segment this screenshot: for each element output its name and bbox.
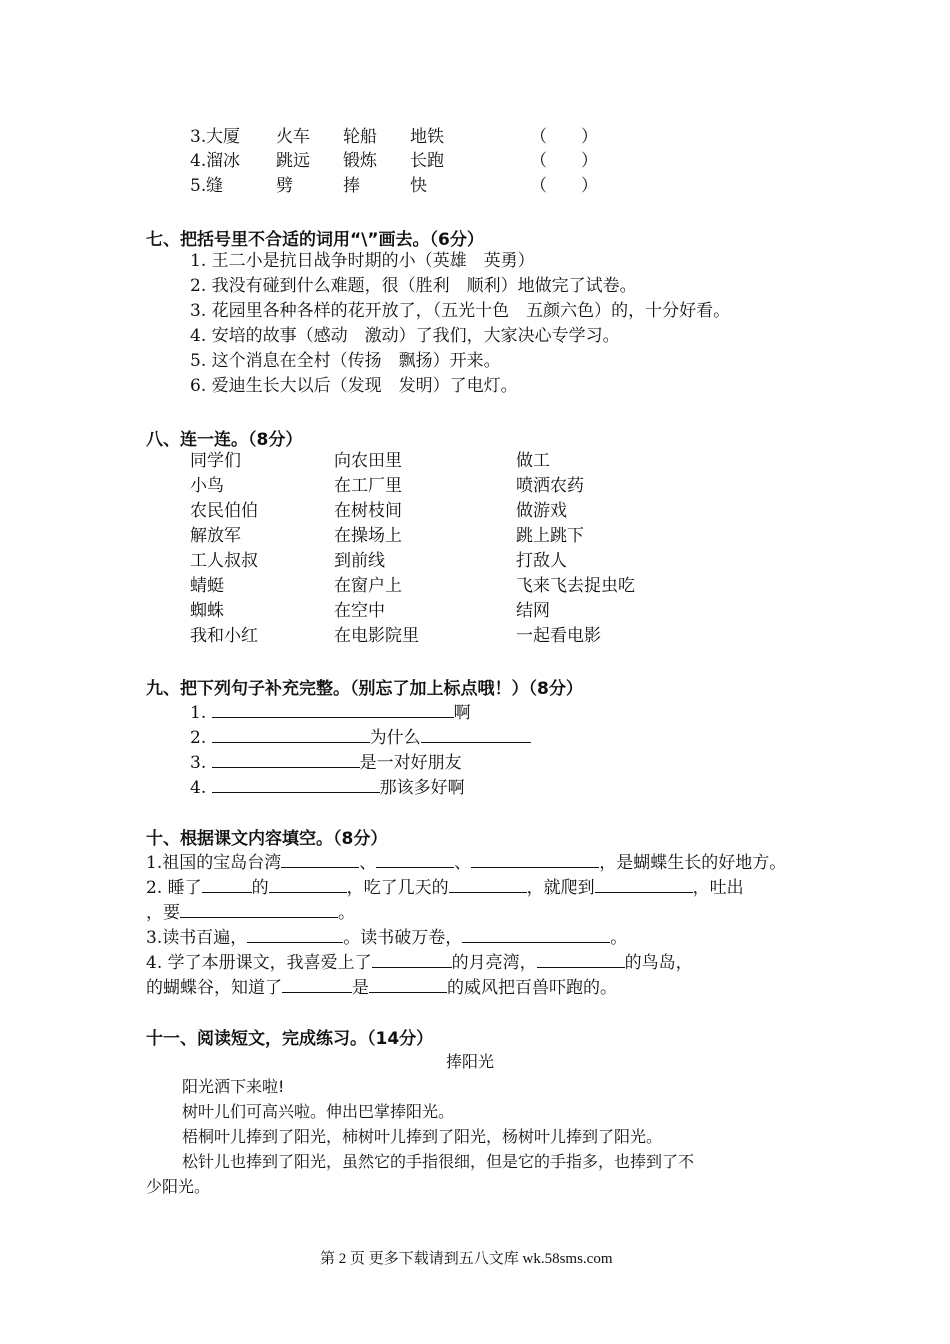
text: 、 — [359, 853, 377, 873]
sentence-2 — [190, 724, 531, 751]
item-number: 2. — [190, 728, 207, 748]
answer-blank[interactable] — [202, 874, 252, 893]
sentence-1 — [190, 699, 471, 726]
passage-paragraph-continued: 少阳光。 — [146, 1177, 211, 1196]
sentence-4 — [190, 774, 465, 801]
match-item[interactable]: 农民伯伯 — [190, 501, 258, 521]
answer-blank[interactable] — [180, 899, 338, 918]
passage-title: 捧阳光 — [446, 1052, 495, 1071]
answer-blank[interactable] — [421, 724, 531, 743]
answer-blank[interactable] — [369, 974, 447, 993]
sentence-tail: 啊 — [453, 703, 471, 723]
answer-paren[interactable]: （ ） — [530, 127, 598, 147]
match-item[interactable]: 喷洒农药 — [516, 476, 584, 496]
sentence-3 — [190, 749, 462, 776]
answer-blank[interactable] — [212, 724, 370, 743]
fill-line-5 — [146, 949, 693, 976]
sec6-word: 地铁 — [410, 127, 444, 147]
answer-paren[interactable]: （ ） — [530, 176, 598, 196]
list-item: 4. 安培的故事（感动 激动）了我们，大家决心专学习。 — [190, 326, 620, 346]
match-item[interactable]: 解放军 — [190, 526, 241, 546]
sec6-word: 劈 — [276, 176, 293, 196]
match-item[interactable]: 蜘蛛 — [190, 601, 224, 621]
match-item[interactable]: 做工 — [516, 451, 550, 471]
fill-line-3 — [146, 899, 355, 926]
sentence-tail: 是一对好朋友 — [359, 753, 462, 773]
match-item[interactable]: 向农田里 — [334, 451, 402, 471]
sec6-word: 长跑 — [410, 151, 444, 171]
item-number: 3. — [190, 753, 207, 773]
answer-blank[interactable] — [281, 849, 359, 868]
text: 。 — [338, 903, 355, 923]
text: 、 — [454, 853, 472, 873]
answer-blank[interactable] — [247, 924, 343, 943]
match-item[interactable]: 在操场上 — [334, 526, 402, 546]
sec10-heading: 十、根据课文内容填空。（8分） — [146, 829, 388, 849]
answer-blank[interactable] — [269, 874, 347, 893]
text: ，就爬到 — [526, 878, 595, 898]
fill-line-1 — [146, 849, 786, 876]
match-item[interactable]: 一起看电影 — [516, 626, 601, 646]
sec7-heading: 七、把括号里不合适的词用“\”画去。（6分） — [146, 230, 484, 250]
match-item[interactable]: 做游戏 — [516, 501, 567, 521]
answer-blank[interactable] — [212, 774, 380, 793]
text: 。读书破万卷， — [343, 928, 463, 948]
sec6-word: 缝 — [206, 176, 223, 196]
sec6-num: 4. — [190, 151, 207, 171]
answer-blank[interactable] — [282, 974, 352, 993]
sentence-mid: 为什么 — [369, 728, 421, 748]
text: 的 — [251, 878, 269, 898]
text: ，是蝴蝶生长的好地方。 — [599, 853, 787, 873]
match-item[interactable]: 同学们 — [190, 451, 241, 471]
answer-blank[interactable] — [212, 749, 360, 768]
sentence-tail: 那该多好啊 — [379, 778, 465, 798]
text: ，要 — [146, 903, 180, 923]
page-footer: 第 2 页 更多下载请到五八文库 wk.58sms.com — [320, 1251, 613, 1267]
text: 4. 学了本册课文，我喜爱上了 — [146, 953, 372, 973]
passage-paragraph: 梧桐叶儿捧到了阳光，柿树叶儿捧到了阳光，杨树叶儿捧到了阳光。 — [182, 1127, 663, 1146]
match-item[interactable]: 在窗户上 — [334, 576, 402, 596]
match-item[interactable]: 在电影院里 — [334, 626, 419, 646]
answer-blank[interactable] — [462, 924, 610, 943]
sec6-word: 捧 — [343, 176, 360, 196]
sec11-heading: 十一、阅读短文，完成练习。（14分） — [146, 1029, 434, 1049]
match-item[interactable]: 在工厂里 — [334, 476, 402, 496]
text: ，吃了几天的 — [346, 878, 449, 898]
match-item[interactable]: 在空中 — [334, 601, 385, 621]
answer-paren[interactable]: （ ） — [530, 151, 598, 171]
answer-blank[interactable] — [471, 849, 599, 868]
list-item: 2. 我没有碰到什么难题，很（胜利 顺利）地做完了试卷。 — [190, 276, 637, 296]
sec6-num: 3. — [190, 127, 207, 147]
text: 的鸟岛， — [624, 953, 693, 973]
text: 3.读书百遍， — [146, 928, 248, 948]
match-item[interactable]: 到前线 — [334, 551, 385, 571]
fill-line-2 — [146, 874, 744, 901]
fill-line-4 — [146, 924, 627, 951]
answer-blank[interactable] — [376, 849, 454, 868]
answer-blank[interactable] — [595, 874, 693, 893]
match-item[interactable]: 在树枝间 — [334, 501, 402, 521]
match-item[interactable]: 工人叔叔 — [190, 551, 258, 571]
text: 的蝴蝶谷，知道了 — [146, 978, 282, 998]
sec6-word: 火车 — [276, 127, 310, 147]
passage-paragraph: 松针儿也捧到了阳光，虽然它的手指很细，但是它的手指多，也捧到了不 — [182, 1152, 695, 1171]
sec6-word: 快 — [410, 176, 427, 196]
text: 的月亮湾， — [451, 953, 537, 973]
sec6-word: 大厦 — [206, 127, 240, 147]
item-number: 1. — [190, 703, 207, 723]
list-item: 6. 爱迪生长大以后（发现 发明）了电灯。 — [190, 376, 518, 396]
answer-blank[interactable] — [372, 949, 452, 968]
answer-blank[interactable] — [212, 699, 454, 718]
sec8-heading: 八、连一连。（8分） — [146, 430, 303, 450]
text: 1.祖国的宝岛台湾 — [146, 853, 282, 873]
text: 。 — [610, 928, 628, 948]
answer-blank[interactable] — [449, 874, 527, 893]
passage-paragraph: 树叶儿们可高兴啦。伸出巴掌捧阳光。 — [182, 1102, 455, 1121]
item-number: 4. — [190, 778, 207, 798]
list-item: 5. 这个消息在全村（传扬 飘扬）开来。 — [190, 351, 501, 371]
text: 是 — [352, 978, 369, 998]
match-item[interactable]: 飞来飞去捉虫吃 — [516, 576, 635, 596]
match-item[interactable]: 蜻蜓 — [190, 576, 224, 596]
text: ，吐出 — [692, 878, 744, 898]
sec9-heading: 九、把下列句子补充完整。（别忘了加上标点哦！）（8分） — [146, 679, 583, 699]
match-item[interactable]: 打敌人 — [516, 551, 567, 571]
match-item[interactable]: 跳上跳下 — [516, 526, 584, 546]
text: 2. 睡了 — [146, 878, 202, 898]
list-item: 3. 花园里各种各样的花开放了，（五光十色 五颜六色）的，十分好看。 — [190, 301, 731, 321]
answer-blank[interactable] — [537, 949, 625, 968]
sec6-word: 溜冰 — [206, 151, 240, 171]
sec6-word: 锻炼 — [343, 151, 377, 171]
match-item[interactable]: 我和小红 — [190, 626, 258, 646]
sec6-word: 跳远 — [276, 151, 310, 171]
sec6-num: 5. — [190, 176, 207, 196]
fill-line-6 — [146, 974, 617, 1001]
match-item[interactable]: 小鸟 — [190, 476, 224, 496]
text: 的威风把百兽吓跑的。 — [447, 978, 617, 998]
list-item: 1. 王二小是抗日战争时期的小（英雄 英勇） — [190, 251, 535, 271]
match-item[interactable]: 结网 — [516, 601, 550, 621]
sec6-word: 轮船 — [343, 127, 377, 147]
passage-paragraph: 阳光洒下来啦! — [182, 1077, 285, 1096]
